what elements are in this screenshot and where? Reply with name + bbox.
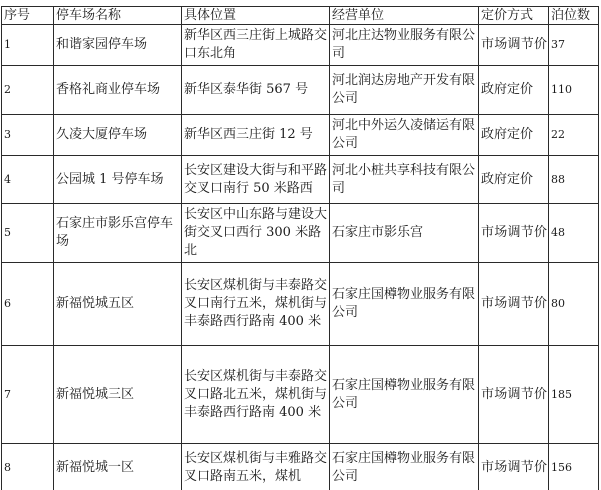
header-location: 具体位置 xyxy=(182,7,330,25)
cell-pricing: 市场调节价 xyxy=(479,444,549,490)
cell-name: 久凌大厦停车场 xyxy=(54,115,182,156)
table-row xyxy=(2,25,599,66)
cell-pricing: 政府定价 xyxy=(479,115,549,156)
table-row xyxy=(2,346,599,444)
cell-location: 长安区中山东路与建设大街交叉口西行 300 米路北 xyxy=(182,204,330,263)
cell-location: 新华区泰华街 567 号 xyxy=(182,66,330,115)
header-spaces: 泊位数 xyxy=(549,7,599,25)
cell-pricing: 政府定价 xyxy=(479,66,549,115)
cell-location: 长安区煤机街与丰雅路交叉口路南五米，煤机 xyxy=(182,444,330,490)
cell-seq: 1 xyxy=(2,25,54,66)
cell-location: 新华区西三庄街上城路交口东北角 xyxy=(182,25,330,66)
table-row xyxy=(2,444,599,490)
cell-pricing: 市场调节价 xyxy=(479,25,549,66)
cell-pricing: 市场调节价 xyxy=(479,346,549,444)
cell-pricing: 市场调节价 xyxy=(479,204,549,263)
cell-name: 新福悦城三区 xyxy=(54,346,182,444)
cell-name: 和谐家园停车场 xyxy=(54,25,182,66)
cell-spaces: 185 xyxy=(549,346,599,444)
header-pricing: 定价方式 xyxy=(479,7,549,25)
cell-spaces: 156 xyxy=(549,444,599,490)
cell-spaces: 110 xyxy=(549,66,599,115)
cell-operator: 石家庄国樽物业服务有限公司 xyxy=(330,263,479,346)
table-row xyxy=(2,115,599,156)
cell-seq: 8 xyxy=(2,444,54,490)
cell-seq: 6 xyxy=(2,263,54,346)
cell-spaces: 80 xyxy=(549,263,599,346)
cell-location: 新华区西三庄街 12 号 xyxy=(182,115,330,156)
cell-seq: 2 xyxy=(2,66,54,115)
cell-spaces: 88 xyxy=(549,156,599,204)
table-row xyxy=(2,156,599,204)
cell-pricing: 政府定价 xyxy=(479,156,549,204)
table-header-row xyxy=(2,7,599,25)
cell-operator: 河北润达房地产开发有限公司 xyxy=(330,66,479,115)
cell-seq: 3 xyxy=(2,115,54,156)
cell-operator: 河北庄达物业服务有限公司 xyxy=(330,25,479,66)
cell-operator: 河北小桩共享科技有限公司 xyxy=(330,156,479,204)
cell-seq: 5 xyxy=(2,204,54,263)
cell-seq: 4 xyxy=(2,156,54,204)
cell-spaces: 37 xyxy=(549,25,599,66)
cell-name: 新福悦城一区 xyxy=(54,444,182,490)
cell-location: 长安区建设大街与和平路交叉口南行 50 米路西 xyxy=(182,156,330,204)
header-operator: 经营单位 xyxy=(330,7,479,25)
cell-operator: 石家庄市影乐宫 xyxy=(330,204,479,263)
cell-spaces: 48 xyxy=(549,204,599,263)
table-row xyxy=(2,263,599,346)
cell-location: 长安区煤机街与丰泰路交叉口路北五米，煤机街与丰泰路西行路南 400 米 xyxy=(182,346,330,444)
cell-location: 长安区煤机街与丰泰路交叉口南行五米，煤机街与丰泰路西行路南 400 米 xyxy=(182,263,330,346)
cell-seq: 7 xyxy=(2,346,54,444)
table-row xyxy=(2,66,599,115)
table-row xyxy=(2,204,599,263)
parking-lot-table xyxy=(1,6,599,490)
cell-name: 石家庄市影乐宫停车场 xyxy=(54,204,182,263)
cell-name: 公园城 1 号停车场 xyxy=(54,156,182,204)
cell-operator: 河北中外运久凌储运有限公司 xyxy=(330,115,479,156)
header-seq: 序号 xyxy=(2,7,54,25)
cell-name: 香格礼商业停车场 xyxy=(54,66,182,115)
cell-operator: 石家庄国樽物业服务有限公司 xyxy=(330,444,479,490)
header-name: 停车场名称 xyxy=(54,7,182,25)
cell-operator: 石家庄国樽物业服务有限公司 xyxy=(330,346,479,444)
cell-name: 新福悦城五区 xyxy=(54,263,182,346)
cell-pricing: 市场调节价 xyxy=(479,263,549,346)
cell-spaces: 22 xyxy=(549,115,599,156)
